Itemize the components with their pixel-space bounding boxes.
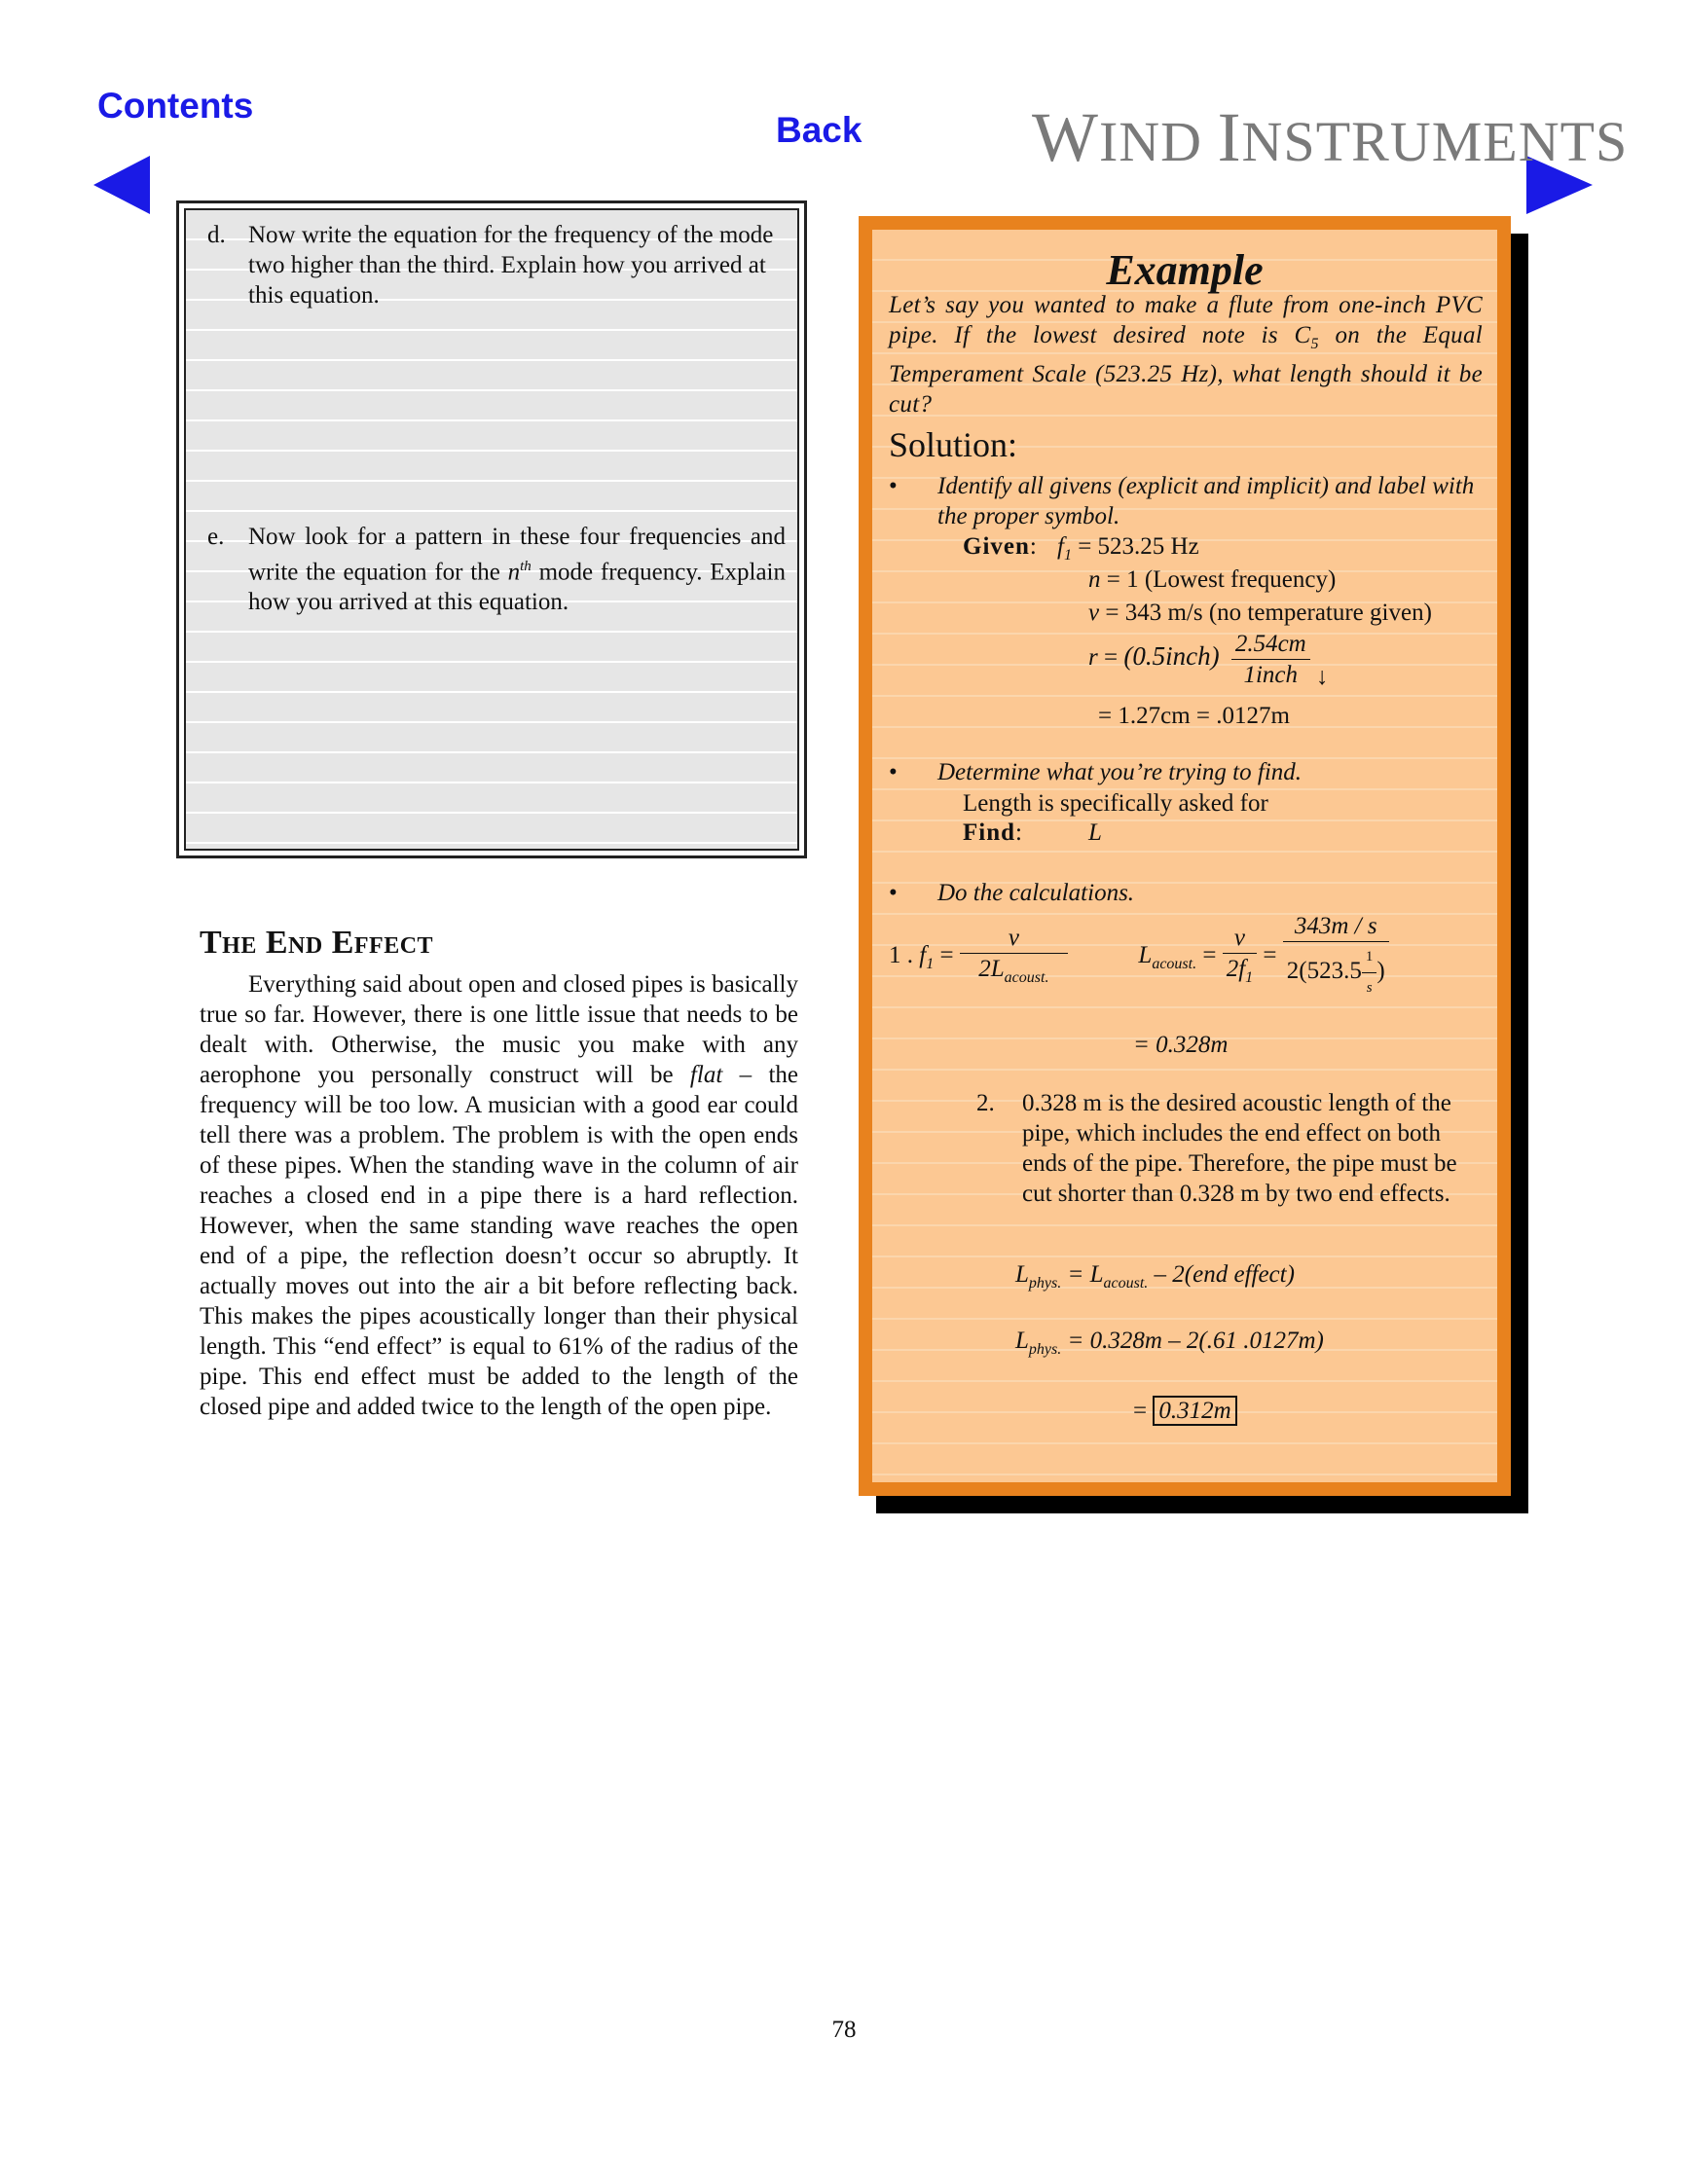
find-value: L <box>1088 819 1102 846</box>
back-link[interactable]: Back <box>776 110 862 150</box>
bullet-1: • <box>889 473 898 499</box>
example-box <box>859 216 1511 1496</box>
step-determine: Determine what you’re trying to find. <box>937 759 1303 785</box>
end-effect-paragraph: Everything said about open and closed pipes is basically true so far. However, there is one little issue that needs to be dealt with. Otherwise, the music you make with any aerophone you personally construct will be flat – the frequency will be too low. A musician with a good ear could tell there was a problem. The problem is with the open ends of these pipes. When the standing wave in the column of air reaches a closed end in a pipe there is a hard reflection. However, when the same standing wave reaches the open end of a pipe, the reflection doesn’t occur so abruptly. It actually moves out into the air a bit before reflecting back. This makes the pipes acoustically longer than their physical length. This “end effect” is equal to 61% of the radius of the pipe. This end effect must be added to the length of the closed pipe and added twice to the length of the open pipe. <box>200 971 798 1420</box>
given-f: $f_1 = 523.25$ Hz <box>1057 533 1199 564</box>
calc-result: = 0.328m <box>1133 1032 1229 1058</box>
page-heading: WIND INSTRUMENTS <box>1032 98 1629 176</box>
final-answer: = 0.312m <box>1133 1396 1237 1426</box>
contents-link[interactable]: Contents <box>97 86 254 126</box>
question-e: e. Now look for a pattern in these four frequencies and write the equation for the $n^{th}$ mode frequency. Explain how you arrived at this equation. <box>207 524 786 616</box>
find-text: Length is specifically asked for <box>963 790 1268 817</box>
phys-equation-1: $L_{phys.} = L_{acoust.} - 2(end$ effect) <box>1015 1261 1295 1292</box>
previous-page-arrow-icon[interactable] <box>93 156 150 214</box>
bullet-3: • <box>889 880 898 906</box>
step-2-number: 2. <box>976 1090 995 1116</box>
phys-equation-2: $L_{phys.} = 0.328m - 2(.61$ .0127m) <box>1015 1328 1324 1358</box>
given-n: n = 1 (Lowest frequency) <box>1088 566 1337 593</box>
example-title: Example <box>1106 246 1264 294</box>
bullet-2: • <box>889 759 898 785</box>
question-box <box>176 200 807 858</box>
calc-equation: 1 . $f_1$ = $\frac{v}{2L_{acoust.}}$ $L_{acoust.}$ = $\frac{v}{2f_1}$ = 343m / s 2(523.5 $\frac{1}{s}$ ) <box>889 911 1389 1003</box>
given-label: Given: <box>963 533 1037 560</box>
page-number: 78 <box>831 2017 857 2043</box>
find-label: Find: <box>963 819 1022 846</box>
solution-title: Solution: <box>889 425 1018 464</box>
given-r: r = (0.5inch) $\frac{2.54cm}{\text{1inch}}$ ↓ <box>1088 631 1329 691</box>
step-identify: Identify all givens (explicit and implicit) and label with the proper symbol. <box>937 473 1475 529</box>
section-title: The End Effect <box>200 925 434 961</box>
r-result: = 1.27cm = .0127m <box>1098 703 1290 729</box>
example-prompt: Let’s say you wanted to make a flute from one-inch PVC pipe. If the lowest desired note is $C_5$ on the Equal Temperament Scale (523.25 Hz), what length should it be cut? <box>889 292 1483 418</box>
question-d: d. Now write the equation for the frequency of the mode two higher than the third. Explain how you arrived at this equation. <box>207 222 774 309</box>
step-calculate: Do the calculations. <box>937 880 1135 906</box>
step-2-text: 0.328 m is the desired acoustic length of the pipe, which includes the end effect on both ends of the pipe. Therefore, the pipe must be cut shorter than 0.328 m by two end effects. <box>1022 1090 1457 1207</box>
given-v: v = 343 m/s (no temperature given) <box>1088 600 1432 626</box>
